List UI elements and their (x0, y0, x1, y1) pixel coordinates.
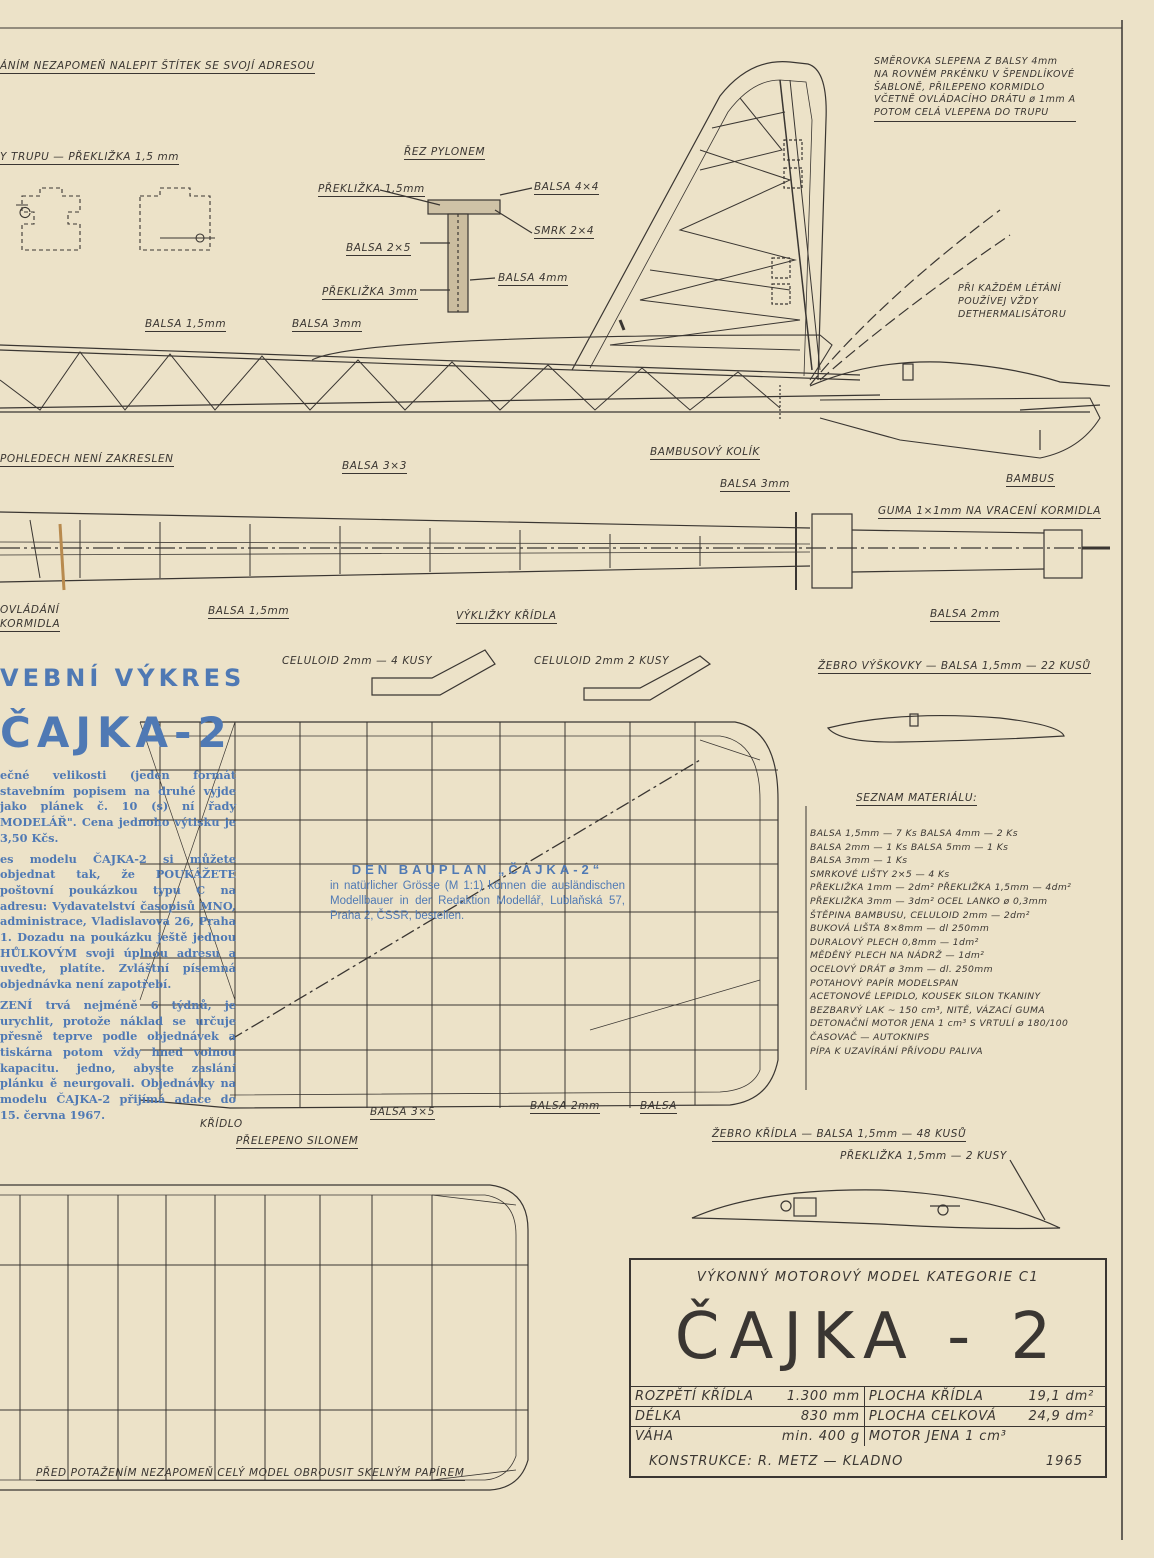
material-row: DETONAČNÍ MOTOR JENA 1 cm³ S VRTULÍ ø 180/100 (810, 1018, 1069, 1030)
material-row: ACETONOVÉ LEPIDLO, KOUSEK SILON TKANINY (810, 991, 1041, 1003)
balsa-4mm-label: BALSA 4mm (498, 272, 568, 286)
author: KONSTRUKCE: R. METZ — KLADNO (649, 1454, 904, 1469)
preklizka-3-label: PŘEKLIŽKA 3mm (322, 286, 418, 300)
order-paragraph: ZENÍ trvá nejméně 6 týdnů, je urychlit, protože náklad se určuje přesně teprve podle objednávek a tiskárna potom vždy hned volnou kapacitu. jedno, abyste zaslání plánku ě neurgovali. Objednávky na modelu ČAJKA-2 přijímá adace do 15. června 1967. (0, 997, 236, 1122)
spec-value: 24,9 dm² (1024, 1407, 1105, 1427)
dethermal-line: PŘI KAŽDÉM LÉTÁNÍ (958, 283, 1062, 294)
blue-heading-2: ČAJKA-2 (0, 708, 233, 757)
spec-key: DÉLKA (631, 1407, 770, 1427)
model-name: ČAJKA - 2 (674, 1300, 1062, 1374)
balsa-3mm-a-label: BALSA 3mm (292, 318, 362, 332)
smerovka-line: ŠABLONĚ, PŘILEPENO KORMIDLO (874, 81, 1045, 93)
material-row: SMRKOVÉ LIŠTY 2×5 — 4 Ks (810, 868, 950, 880)
spec-table (631, 1386, 1105, 1446)
spec-row (631, 1387, 1105, 1407)
top-note: ÁNÍM NEZAPOMEŇ NALEPIT ŠTÍTEK SE SVOJÍ ADRESOU (0, 60, 315, 74)
smerovka-line: POTOM CELÁ VLEPENA DO TRUPU (874, 107, 1049, 119)
spec-value: 1.300 mm (770, 1387, 865, 1407)
guma-label: GUMA 1×1mm NA VRACENÍ KORMIDLA (878, 505, 1101, 519)
spec-value: 19,1 dm² (1024, 1387, 1105, 1407)
german-order-text (330, 862, 625, 924)
smerovka-line: VČETNĚ OVLÁDACÍHO DRÁTU ø 1mm A (874, 94, 1076, 106)
material-row: BALSA 2mm — 1 Ks BALSA 5mm — 1 Ks (810, 841, 1009, 853)
materials-list (810, 827, 1071, 1058)
prelepeno-label: PŘELEPENO SILONEM (236, 1135, 358, 1149)
trupu-label: Y TRUPU — PŘEKLIŽKA 1,5 mm (0, 151, 179, 165)
material-row: BEZBARVÝ LAK ~ 150 cm³, NITĚ, VÁZACÍ GUMA (810, 1004, 1046, 1016)
spec-value (1024, 1427, 1105, 1447)
order-paragraph: es modelu ČAJKA-2 si můžete objednat tak, že POUKÁŽETE poštovní poukázkou typu C na adresu: Vydavatelství časopisů MNO, administrace, Vladislavova 26, Praha 1. Dozadu na poukázku ještě jednou HŮLKOVÝM svoji úplnou adresu a uveďte, platíte. Zvláštní písemná objednávka není zapotřebí. (0, 851, 236, 992)
pohledech-label: POHLEDECH NENÍ ZAKRESLEN (0, 453, 174, 467)
balsa-3x3-label: BALSA 3×3 (342, 460, 407, 474)
material-row: MĚDĚNÝ PLECH NA NÁDRŽ — 1dm² (810, 950, 985, 962)
wing-rib (692, 1190, 1060, 1229)
dethermal-line: DETHERMALISÁTORU (958, 308, 1067, 320)
bambus-label: BAMBUS (1006, 473, 1055, 487)
spec-row (631, 1407, 1105, 1427)
material-row: BALSA 3mm — 1 Ks (810, 855, 908, 867)
spec-row (631, 1427, 1105, 1447)
smerovka-line: SMĚROVKA SLEPENA Z BALSY 4mm (874, 56, 1058, 67)
balsa-4x4-label: BALSA 4×4 (534, 181, 599, 195)
dethermal-line: POUŽÍVEJ VŽDY (958, 295, 1039, 307)
spec-key: VÁHA (631, 1427, 770, 1447)
balsa-2mm-a-label: BALSA 2mm (930, 608, 1000, 622)
model-category: VÝKONNÝ MOTOROVÝ MODEL KATEGORIE C1 (696, 1270, 1040, 1285)
preklizka-15-label: PŘEKLIŽKA 1,5mm (318, 183, 425, 197)
zebro-kridla-label: ŽEBRO KŘÍDLA — BALSA 1,5mm — 48 KUSŮ (712, 1128, 966, 1142)
balsa-15-a-label: BALSA 1,5mm (145, 318, 226, 332)
order-paragraph: ečné velikosti (jeden formát stavebním popisem na druhé vyjde jako plánek č. 10 (s) ní řady MODELÁŘ". Cena jednoho výtisku je 3,50 Kčs. (0, 768, 236, 845)
order-text (0, 768, 236, 1128)
celuloid-4-label: CELULOID 2mm — 4 KUSY (282, 655, 433, 667)
ovladani-label: OVLÁDÁNÍ (0, 604, 60, 616)
fuselage-top-view (0, 512, 1110, 590)
celuloid-2-label: CELULOID 2mm 2 KUSY (534, 655, 670, 667)
blue-heading-1: VEBNÍ VÝKRES (0, 664, 246, 692)
spec-key: MOTOR JENA 1 cm³ (864, 1427, 1024, 1447)
material-row: OCELOVÝ DRÁT ø 3mm — dl. 250mm (810, 963, 993, 975)
material-row: DURALOVÝ PLECH 0,8mm — 1dm² (810, 936, 979, 948)
title-block (629, 1258, 1107, 1478)
material-row: ČASOVAČ — AUTOKNIPS (810, 1031, 930, 1043)
material-row: POTAHOVÝ PAPÍR MODELSPAN (810, 977, 959, 989)
smerovka-line: NA ROVNÉM PRKÉNKU V ŠPENDLÍKOVÉ (874, 68, 1075, 80)
rez-pylonem-label: ŘEZ PYLONEM (404, 146, 485, 160)
smerovka-note (874, 56, 1076, 122)
spec-value: min. 400 g (770, 1427, 865, 1447)
dethermal-note (958, 283, 1066, 321)
german-order-title: DEN BAUPLAN „ČAJKA-2“ (351, 862, 604, 877)
material-row: BALSA 1,5mm — 7 Ks BALSA 4mm — 2 Ks (810, 828, 1018, 839)
fuselage-side-view (0, 335, 1110, 458)
year: 1965 (1045, 1454, 1083, 1469)
spec-key: PLOCHA KŘÍDLA (864, 1387, 1024, 1407)
balsa-15-b-label: BALSA 1,5mm (208, 605, 289, 619)
balsa-3mm-b-label: BALSA 3mm (720, 478, 790, 492)
vyklizky-label: VÝKLIŽKY KŘÍDLA (456, 610, 557, 624)
material-row: PÍPA K UZAVÍRÁNÍ PŘÍVODU PALIVA (810, 1045, 983, 1057)
balsa-3x5-label: BALSA 3×5 (370, 1106, 435, 1120)
balsa-c-label: BALSA (640, 1100, 677, 1114)
kridlo-label: KŘÍDLO (200, 1118, 243, 1130)
balsa-2mm-b-label: BALSA 2mm (530, 1100, 600, 1114)
material-row: PŘEKLIŽKA 3mm — 3dm² OCEL LANKO ø 0,3mm (810, 895, 1048, 907)
spec-value: 830 mm (770, 1407, 865, 1427)
material-row: BUKOVÁ LIŠTA 8×8mm — dl 250mm (810, 923, 990, 935)
bambusovy-label: BAMBUSOVÝ KOLÍK (650, 446, 760, 460)
material-row: ŠTĚPINA BAMBUSU, CELULOID 2mm — 2dm² (810, 909, 1030, 921)
smrk-2x4-label: SMRK 2×4 (534, 225, 594, 239)
spec-key: ROZPĚTÍ KŘÍDLA (631, 1387, 770, 1407)
preklizka-2kusy-label: PŘEKLIŽKA 1,5mm — 2 KUSY (840, 1150, 1007, 1162)
fuselage-formers (16, 188, 215, 250)
german-order-body: in natürlicher Grösse (M 1:1) können die ausländischen Modellbauer in der Redaktion Modellář, Lublaňská 57, Praha 2, ČSSR, bestellen. (330, 880, 625, 922)
spec-key: PLOCHA CELKOVÁ (864, 1407, 1024, 1427)
stab-rib (828, 716, 1064, 743)
zebro-vyskovky-label: ŽEBRO VÝŠKOVKY — BALSA 1,5mm — 22 KUSŮ (818, 660, 1091, 674)
bottom-note: PŘED POTAŽENÍM NEZAPOMEŇ CELÝ MODEL OBROUSIT SKELNÝM PAPÍREM (36, 1467, 465, 1481)
material-row: PŘEKLIŽKA 1mm — 2dm² PŘEKLIŽKA 1,5mm — 4dm² (810, 882, 1072, 894)
wing-plan (0, 1185, 528, 1490)
balsa-2x5-label: BALSA 2×5 (346, 242, 411, 256)
kormidla-label: KORMIDLA (0, 618, 60, 632)
materials-title: SEZNAM MATERIÁLU: (856, 792, 977, 806)
